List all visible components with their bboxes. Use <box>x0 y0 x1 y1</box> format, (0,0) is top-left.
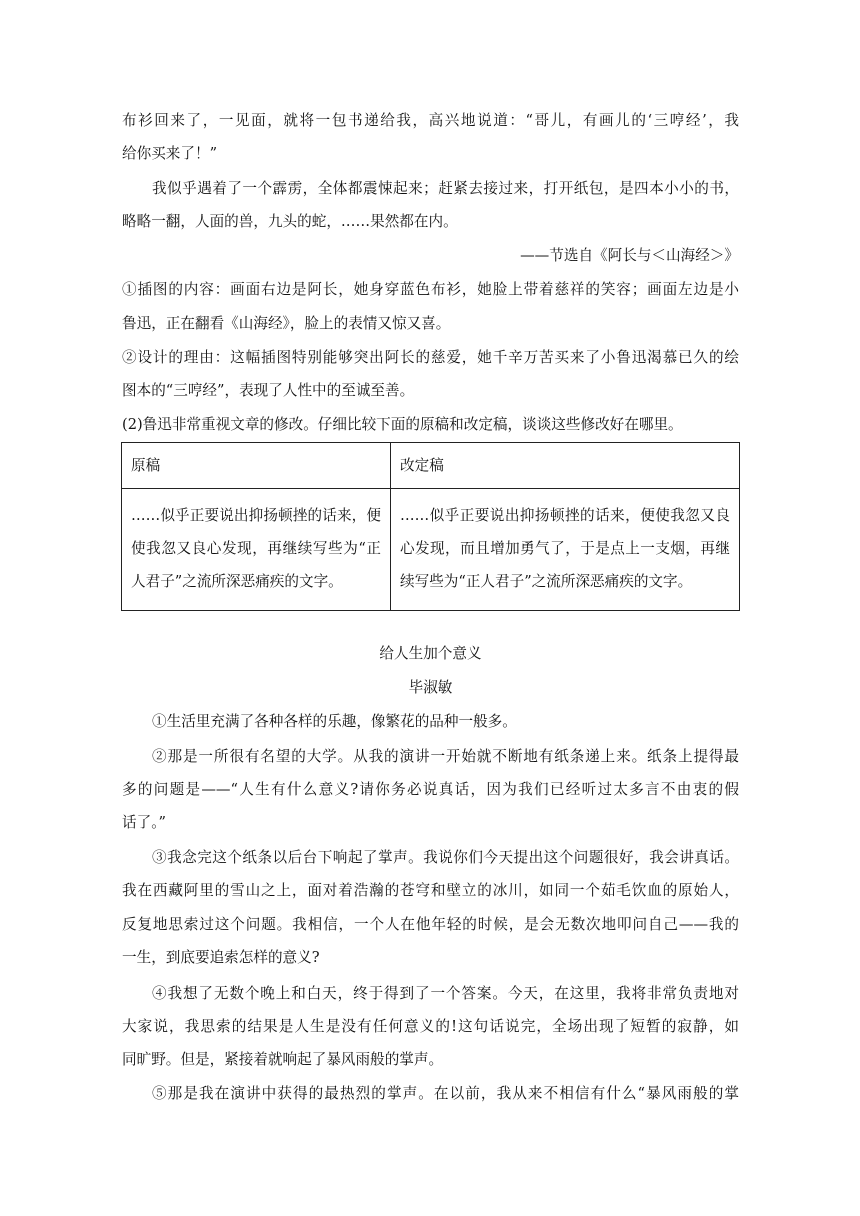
cell-revised <box>391 489 740 611</box>
article-title: 给人生加个意义 <box>379 645 482 662</box>
answer-line: ①插图的内容：画面右边是阿长，她身穿蓝色布衫，她脸上带着慈祥的笑容；画面左边是小 <box>122 281 739 298</box>
cell-line: ……似乎正要说出抑扬顿挫的话来，便使我忽又良 <box>400 507 730 524</box>
excerpt-line: 给你买来了！” <box>122 145 218 162</box>
article-line: 多的问题是——“人生有什么意义?请你务必说真话，因为我们已经听过太多言不由衷的假 <box>122 781 739 798</box>
article-line: 话了。” <box>122 814 166 831</box>
article-line: ④我想了无数个晚上和白天，终于得到了一个答案。今天，在这里，我将非常负责地对 <box>152 985 739 1002</box>
article-line: 我在西藏阿里的雪山之上，面对着浩瀚的苍穹和壁立的冰川，如同一个茹毛饮血的原始人， <box>122 882 739 899</box>
cell-line: 使我忽又良心发现，再继续写些为“正 <box>131 540 381 557</box>
article-line: ③我念完这个纸条以后台下响起了掌声。我说你们今天提出这个问题很好，我会讲真话。 <box>152 849 739 866</box>
article-line: ⑤那是我在演讲中获得的最热烈的掌声。在以前，我从来不相信有什么“暴风雨般的掌 <box>152 1085 739 1102</box>
table-header-row <box>122 443 740 489</box>
table-row <box>122 489 740 611</box>
answer-line: 鲁迅，正在翻看《山海经》，脸上的表情又惊又喜。 <box>122 315 451 332</box>
header-original: 原稿 <box>122 443 391 489</box>
answer-line: ②设计的理由：这幅插图特别能够突出阿长的慈爱，她千辛万苦买来了小鲁迅渴慕已久的绘 <box>122 349 739 366</box>
cell-line: ……似乎正要说出抑扬顿挫的话来，便 <box>131 507 381 524</box>
excerpt-line: 布衫回来了，一见面，就将一包书递给我，高兴地说道：“哥儿，有画儿的‘三哼经’，我 <box>122 112 739 129</box>
article-line: 同旷野。但是，紧接着就响起了暴风雨般的掌声。 <box>122 1051 444 1068</box>
comparison-table <box>121 442 740 611</box>
excerpt-line: 我似乎遇着了一个霹雳，全体都震悚起来；赶紧去接过来，打开纸包，是四本小小的书， <box>152 180 739 197</box>
article-line: 反复地思索过这个问题。我相信，一个人在他年轻的时候，是会无数次地叩问自己——我的 <box>122 916 739 933</box>
cell-line: 心发现，而且增加勇气了，于是点上一支烟，再继 <box>400 540 730 557</box>
cell-original <box>122 489 391 611</box>
article-line: ②那是一所很有名望的大学。从我的演讲一开始就不断地有纸条递上来。纸条上提得最 <box>152 748 739 765</box>
excerpt-source: ——节选自《阿长与＜山海经＞》 <box>520 247 739 264</box>
excerpt-line: 略略一翻，人面的兽，九头的蛇，……果然都在内。 <box>122 213 458 230</box>
article-line: 一生，到底要追索怎样的意义? <box>122 949 320 966</box>
header-revised: 改定稿 <box>391 443 740 489</box>
answer-line: 图本的“三哼经”，表现了人性中的至诚至善。 <box>122 382 415 399</box>
cell-line: 续写些为“正人君子”之流所深恶痛疾的文字。 <box>400 573 693 590</box>
question-2: (2)鲁迅非常重视文章的修改。仔细比较下面的原稿和改定稿，谈谈这些修改好在哪里。 <box>122 416 683 433</box>
article-line: ①生活里充满了各种各样的乐趣，像繁花的品种一般多。 <box>152 713 517 730</box>
cell-line: 人君子”之流所深恶痛疾的文字。 <box>131 573 343 590</box>
article-line: 大家说，我思索的结果是人生是没有任何意义的!这句话说完，全场出现了短暂的寂静，如 <box>122 1018 739 1035</box>
article-author: 毕淑敏 <box>408 679 453 696</box>
